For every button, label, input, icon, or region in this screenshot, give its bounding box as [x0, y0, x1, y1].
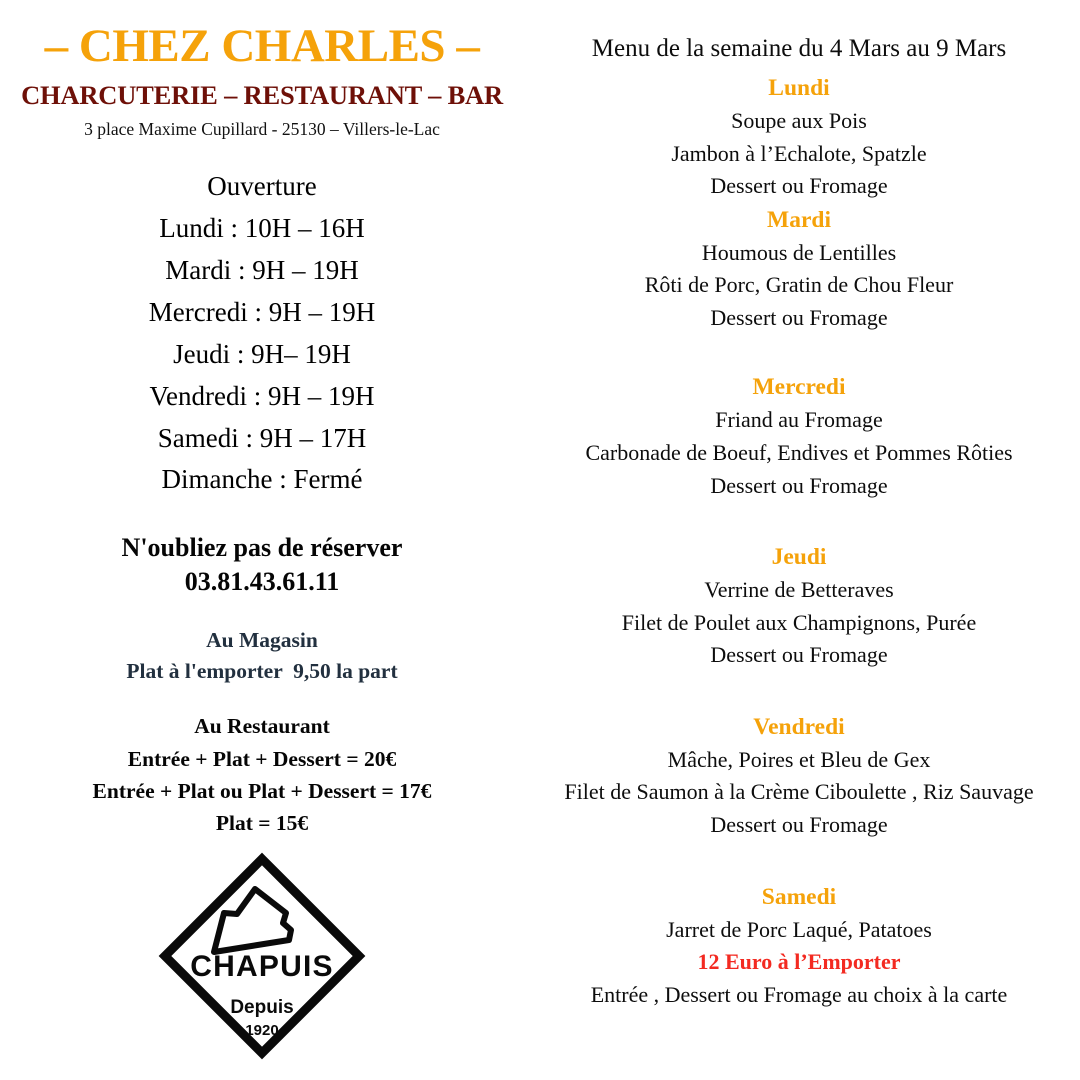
hours-row-samedi: Samedi : 9H – 17H [157, 422, 367, 453]
restaurant-price-two-course: Entrée + Plat ou Plat + Dessert = 17€ [92, 778, 432, 803]
dish-item: Filet de Poulet aux Champignons, Purée [621, 609, 977, 635]
dish-item: Friand au Fromage [715, 407, 883, 433]
logo-brand-name: CHAPUIS [190, 950, 334, 984]
dish-item: Mâche, Poires et Bleu de Gex [667, 746, 931, 772]
menu-day-lundi [524, 71, 1074, 203]
dish-item: Dessert ou Fromage [710, 173, 888, 199]
takeaway-price-highlight: 12 Euro à l’Emporter [697, 949, 901, 975]
dish-item: Dessert ou Fromage [710, 472, 888, 498]
dish-item: Jarret de Porc Laqué, Patatoes [666, 916, 932, 942]
brand-subtitle: CHARCUTERIE – RESTAURANT – BAR [21, 80, 503, 111]
menu-day-jeudi [524, 540, 1074, 672]
restaurant-heading: Au Restaurant [194, 714, 330, 739]
restaurant-price-full-menu: Entrée + Plat + Dessert = 20€ [127, 746, 397, 771]
menu-day-mercredi [524, 370, 1074, 502]
shop-pricing-block [0, 625, 524, 686]
spacer [524, 334, 1074, 370]
left-column [0, 0, 524, 1080]
day-title-samedi: Samedi [761, 883, 837, 910]
dish-item: Soupe aux Pois [731, 108, 867, 134]
shop-takeaway-price: Plat à l'emporter 9,50 la part [126, 658, 398, 683]
spacer [524, 64, 1074, 71]
logo-since-year: 1920 [245, 1022, 279, 1040]
day-title-vendredi: Vendredi [753, 713, 845, 740]
reservation-title: N'oubliez pas de réserver [121, 533, 403, 563]
spacer [524, 502, 1074, 540]
hours-row-vendredi: Vendredi : 9H – 19H [149, 380, 375, 411]
dish-item: Dessert ou Fromage [710, 304, 888, 330]
spacer [524, 672, 1074, 710]
dish-item: Houmous de Lentilles [701, 239, 897, 265]
shop-heading: Au Magasin [206, 628, 318, 653]
dish-item: Entrée , Dessert ou Fromage au choix à la carte [590, 981, 1008, 1007]
right-column [524, 0, 1080, 1080]
hours-row-mercredi: Mercredi : 9H – 19H [148, 297, 376, 328]
brand-title: – CHEZ CHARLES – [44, 20, 480, 72]
menu-day-vendredi [524, 710, 1074, 842]
dish-item: Verrine de Betteraves [704, 577, 894, 603]
hours-row-dimanche: Dimanche : Fermé [161, 464, 363, 495]
menu-day-samedi [524, 880, 1074, 1012]
spacer [524, 842, 1074, 880]
day-title-mardi: Mardi [767, 206, 831, 233]
hours-row-mardi: Mardi : 9H – 19H [165, 255, 359, 286]
opening-hours-title: Ouverture [207, 171, 317, 202]
chapuis-logo [0, 851, 524, 1066]
menu-day-mardi [524, 203, 1074, 335]
opening-hours-block [0, 166, 524, 501]
dish-item: Jambon à l’Echalote, Spatzle [671, 140, 927, 166]
day-title-jeudi: Jeudi [771, 544, 827, 571]
hours-row-lundi: Lundi : 10H – 16H [159, 213, 365, 244]
day-title-lundi: Lundi [768, 75, 830, 101]
dish-item: Carbonade de Boeuf, Endives et Pommes Rôties [585, 440, 1013, 466]
dish-item: Dessert ou Fromage [710, 642, 888, 668]
hours-row-jeudi: Jeudi : 9H– 19H [173, 338, 351, 369]
restaurant-price-main-only: Plat = 15€ [215, 811, 309, 836]
menu-week-header: Menu de la semaine du 4 Mars au 9 Mars [591, 35, 1007, 62]
reservation-block [0, 531, 524, 599]
day-title-mercredi: Mercredi [752, 374, 846, 401]
restaurant-pricing-block [0, 710, 524, 839]
brand-address: 3 place Maxime Cupillard - 25130 – Villers-le-Lac [84, 119, 440, 140]
reservation-phone-number[interactable]: 03.81.43.61.11 [184, 567, 340, 597]
dish-item: Filet de Saumon à la Crème Ciboulette , Riz Sauvage [564, 779, 1034, 805]
logo-since-label: Depuis [230, 997, 294, 1019]
dish-item: Rôti de Porc, Gratin de Chou Fleur [644, 272, 954, 298]
chapuis-logo-svg [152, 851, 372, 1066]
dish-item: Dessert ou Fromage [710, 811, 888, 837]
